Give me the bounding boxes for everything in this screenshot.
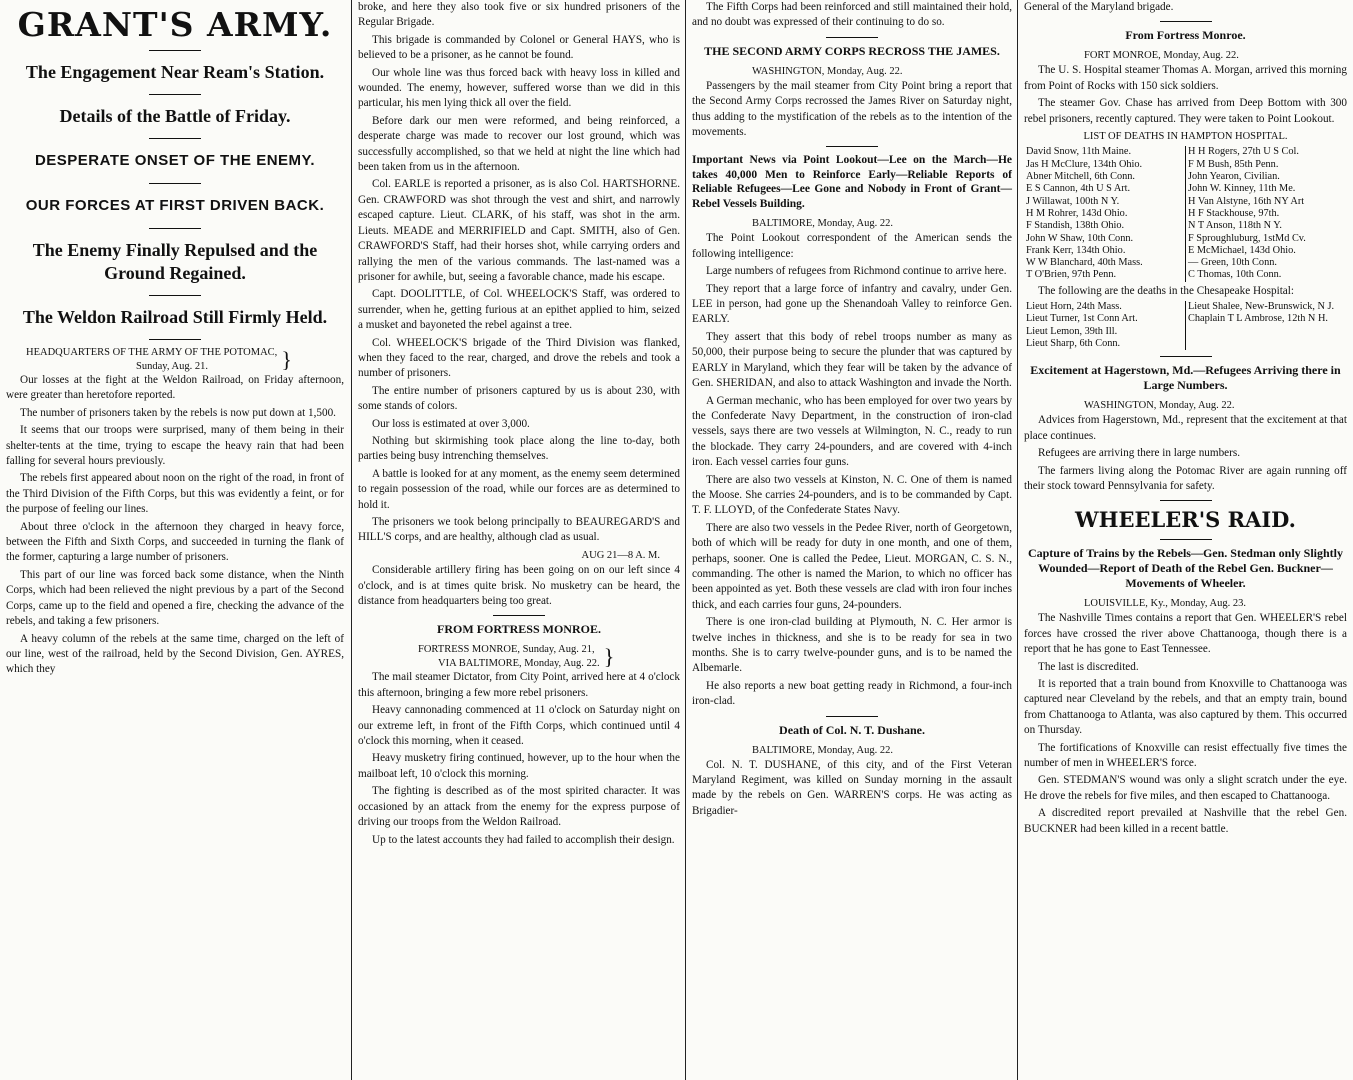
table-row (1024, 245, 1347, 257)
table-cell: John W Shaw, 10th Conn. (1024, 233, 1186, 245)
paragraph: It seems that our troops were surprised, many of them being in their shelter-tents at the time, trying to escape the heavy rain that had been falling for several hours previously. (6, 424, 344, 468)
divider (149, 50, 201, 51)
divider (826, 146, 878, 147)
divider (149, 339, 201, 340)
column-2 (352, 0, 686, 1080)
paragraph: Refugees are arriving there in large numbers. (1038, 447, 1241, 460)
dateline: WASHINGTON, Monday, Aug. 22. (752, 65, 903, 77)
paragraph: The Point Lookout correspondent of the American sends the following intelligence: (692, 232, 1012, 260)
paragraph: Capt. DOOLITTLE, of Col. WHEELOCK'S Staff, was ordered to surrender, when he, getting furious at an epithet applied to him, seized a musket and bayoneted the rebel against a tree. (358, 288, 680, 332)
table-cell: Lieut Horn, 24th Mass. (1024, 301, 1186, 313)
dateline-place: FORTRESS MONROE, Sunday, Aug. 21, (418, 644, 595, 656)
divider (826, 716, 878, 717)
paragraph: Passengers by the mail steamer from City Point bring a report that the Second Army Corps recrossed the James River on Saturday night, thus adding to the mystification of the rebels as to the intention of the movements. (692, 79, 1012, 139)
table-cell: Lieut Lemon, 39th Ill. (1024, 326, 1186, 338)
table-row (1024, 326, 1347, 338)
paragraph: The fighting is described as of the most spirited character. It was occasioned by an attack from the enemy for the express purpose of driving our troops from the Weldon Railroad. (358, 785, 680, 829)
brace-glyph: } (281, 346, 292, 372)
deaths-table (1024, 146, 1347, 281)
table-cell: H H Rogers, 27th U S Col. (1188, 146, 1299, 158)
table-row (1024, 269, 1347, 281)
table-cell: F Standish, 138th Ohio. (1024, 220, 1186, 232)
section-heading: Death of Col. N. T. Dushane. (779, 722, 925, 737)
paragraph: Our losses at the fight at the Weldon Railroad, on Friday afternoon, were greater than heretofore reported. (6, 374, 344, 402)
paragraph: This part of our line was forced back some distance, when the Ninth Corps, which had been relieved the night previous by a part of the Second Corps, came up to the field and opened a fire, checking the advance of the rebels, and taking a few prisoners. (6, 568, 344, 628)
paragraph: Heavy musketry firing continued, however, up to the hour when the mailboat left, 10 o'clock this morning. (358, 752, 680, 780)
paragraph: Col. N. T. DUSHANE, of this city, and of the First Veteran Maryland Regiment, was killed on Sunday morning in the assault made by the rebels on Gen. WARREN'S corps. He was acting as Brigadier- (692, 758, 1012, 817)
dateline: LOUISVILLE, Ky., Monday, Aug. 23. (1084, 598, 1246, 610)
section-title: WHEELER'S RAID. (1075, 507, 1296, 533)
divider (1160, 21, 1212, 22)
paragraph: Gen. STEDMAN'S wound was only a slight scratch under the eye. He drove the rebels for five miles, and then escaped to Chattanooga. (1024, 774, 1347, 802)
column-3 (686, 0, 1018, 1080)
divider (149, 228, 201, 229)
divider (1160, 539, 1212, 540)
paragraph: Col. WHEELOCK'S brigade of the Third Division was flanked, when they faced to the rear, charged, and drove the rebels and took a number of prisoners. (358, 336, 680, 380)
section-heading: THE SECOND ARMY CORPS RECROSS THE JAMES. (704, 43, 1000, 58)
column-1 (0, 0, 350, 1080)
paragraph: The fortifications of Knoxville can resist effectually five times the number of men in WHEELER'S force. (1024, 741, 1347, 769)
headline: The Engagement Near Ream's Station. (25, 62, 325, 82)
paragraph: Nothing but skirmishing took place along the line to-day, both parties being busy intrenching themselves. (358, 434, 680, 463)
table-cell: N T Anson, 118th N Y. (1188, 220, 1282, 232)
table-row (1024, 208, 1347, 220)
paragraph: The U. S. Hospital steamer Thomas A. Morgan, arrived this morning from Point of Rocks with 150 sick soldiers. (1024, 64, 1347, 92)
paragraph: Up to the latest accounts they had failed to accomplish their design. (372, 833, 675, 846)
headline: The Enemy Finally Repulsed and the Ground Regained. (32, 240, 318, 283)
headline: The Weldon Railroad Still Firmly Held. (22, 307, 328, 327)
dateline (358, 643, 680, 670)
divider (493, 615, 545, 616)
paragraph: The farmers living along the Potomac River are again running off their stock toward Pennsylvania for safety. (1024, 464, 1347, 492)
paragraph: It is reported that a train bound from Knoxville to Chattanooga was captured near Cleveland by the rebels, and that an empty train, bound from Chattanooga to Atlanta, was also captured by them. This occurred on Thursday. (1024, 677, 1347, 737)
table-row (1024, 257, 1347, 269)
paragraph: A discredited report prevailed at Nashville that the rebel Gen. BUCKNER had been killed in a recent battle. (1024, 807, 1347, 835)
dateline-date: Sunday, Aug. 21. (136, 360, 208, 372)
table-cell: H F Stackhouse, 97th. (1188, 207, 1280, 219)
table-cell: F M Bush, 85th Penn. (1188, 158, 1279, 170)
table-cell: — Green, 10th Conn. (1188, 257, 1277, 269)
table-row (1024, 146, 1347, 158)
table-row (1024, 159, 1347, 171)
paragraph: The steamer Gov. Chase has arrived from Deep Bottom with 300 rebel prisoners, recently captured. They were taken to Point Lookout. (1024, 97, 1347, 125)
list-title: LIST OF DEATHS IN HAMPTON HOSPITAL. (1083, 131, 1288, 143)
dateline-place: HEADQUARTERS OF THE ARMY OF THE POTOMAC, (26, 347, 278, 358)
table-row (1024, 183, 1347, 195)
paragraph: The rebels first appeared about noon on the right of the road, in front of the Third Division of the Fifth Corps, but this was evidently a feint, or for the purpose of feeling our lines. (6, 472, 344, 516)
paragraph: Considerable artillery firing has been going on on our left since 4 o'clock, and is at times quite brisk. No musketry can be heard, the distance from headquarters being too great. (358, 564, 680, 608)
section-heading: From Fortress Monroe. (1125, 28, 1246, 43)
dateline (6, 346, 344, 373)
paragraph: They report that a large force of infantry and cavalry, under Gen. LEE in person, had gone up the Shenandoah Valley to reinforce Gen. EARLY. (692, 282, 1012, 326)
paragraph: Heavy cannonading commenced at 11 o'clock on Saturday night on our extreme left, in front of the Fifth Corps, which continued until 4 o'clock this morning, when it ceased. (358, 704, 680, 748)
table-cell: Chaplain T L Ambrose, 12th N H. (1188, 313, 1328, 325)
table-row (1024, 171, 1347, 183)
headline: DESPERATE ONSET OF THE ENEMY. (34, 152, 316, 169)
paragraph: The Fifth Corps had been reinforced and still maintained their hold, and no doubt was expressed of their continuing to do so. (692, 1, 1012, 29)
table-row (1024, 313, 1347, 325)
table-cell: H Van Alstyne, 16th NY Art (1188, 195, 1305, 207)
paragraph: The Nashville Times contains a report that Gen. WHEELER'S rebel forces have crossed the river above Chattanooga, though there is a report that he has gone to East Tennessee. (1024, 612, 1347, 656)
timestamp: AUG 21—8 A. M. (581, 549, 660, 561)
table-cell: Abner Mitchell, 6th Conn. (1024, 171, 1186, 183)
table-cell: E S Cannon, 4th U S Art. (1024, 183, 1186, 195)
headline: Details of the Battle of Friday. (59, 106, 291, 126)
chesapeake-table (1024, 301, 1347, 350)
table-cell: Jas H McClure, 134th Ohio. (1024, 159, 1186, 171)
paragraph: A German mechanic, who has been employed for over two years by the Confederate Navy Department, in the construction of iron-clad vessels, says there are two vessels at Wilmington, N. C., ready to run the blockade. They carry 24-pounders, and are covered with 4-inch iron. Each vessel carries four guns. (692, 394, 1012, 469)
section-heading: Capture of Trains by the Rebels—Gen. Stedman only Slightly Wounded—Report of Death of the Rebel Gen. Buckner—Movements of Wheeler. (1027, 546, 1344, 591)
brace-glyph: } (603, 644, 615, 670)
paragraph: There are also two vessels in the Pedee River, north of Georgetown, both of which will be ready for duty in one month, and one of them, perhaps, sooner. One is called the Pedee, Lieut. MORGAN, C. S. N., commanding. The other is named the Marion, to which no officer has been appointed as yet. Both these vessels are clad with iron four inches thick, and each carries four guns, 24-pounders. (692, 521, 1012, 611)
divider (1160, 500, 1212, 501)
section-heading: Important News via Point Lookout—Lee on the March—He takes 40,000 Men to Reinforce Early—Reliable Reports of Reliable Refugees—Lee Gone and Nobody in Front of Grant—Rebel Vessels Building. (692, 154, 1012, 210)
paragraph: Large numbers of refugees from Richmond continue to arrive here. (706, 265, 1007, 278)
paragraph: The following are the deaths in the Chesapeake Hospital: (1038, 284, 1294, 297)
paragraph: Advices from Hagerstown, Md., represent that the excitement at that place continues. (1024, 414, 1347, 442)
headline: OUR FORCES AT FIRST DRIVEN BACK. (25, 197, 325, 214)
table-cell (1186, 338, 1348, 350)
table-cell: F Sproughluburg, 1stMd Cv. (1188, 232, 1306, 244)
paragraph: Col. EARLE is reported a prisoner, as is also Col. HARTSHORNE. Gen. CRAWFORD was shot through the vest and shirt, and narrowly escaped capture. Lieut. CLARK, of his staff, was shot in the arm. Lieuts. MEADE and MERRIFIELD and Capt. SMITH, also of Gen. CRAWFORD'S Staff, had their horses shot, while carrying orders and rallying the men of the various commands. The last-named was a prisoner for awhile, but, seeing a favorable chance, made his escape. (358, 178, 680, 283)
paragraph: There are also two vessels at Kinston, N. C. One of them is named the Moose. She carries 24-pounders, and is to be commanded by Capt. T. F. LLOYD, of the Confederate States Navy. (692, 473, 1012, 517)
table-cell: J Willawat, 100th N Y. (1024, 196, 1186, 208)
divider (149, 138, 201, 139)
paragraph: He also reports a new boat getting ready in Richmond, a four-inch iron-clad. (692, 679, 1012, 708)
paragraph: General of the Maryland brigade. (1024, 1, 1174, 13)
column-4 (1018, 0, 1353, 1080)
dateline: WASHINGTON, Monday, Aug. 22. (1084, 400, 1235, 412)
table-cell: Lieut Sharp, 6th Conn. (1024, 338, 1186, 350)
paragraph: A heavy column of the rebels at the same time, charged on the left of our line, west of the railroad, held by the Second Division, Gen. AYRES, which they (6, 632, 344, 676)
dateline-date: VIA BALTIMORE, Monday, Aug. 22. (438, 657, 600, 669)
divider (1160, 356, 1212, 357)
dateline: BALTIMORE, Monday, Aug. 22. (752, 744, 893, 756)
divider (149, 94, 201, 95)
table-cell (1186, 326, 1348, 338)
table-cell: H M Rohrer, 143d Ohio. (1024, 208, 1186, 220)
paragraph: A battle is looked for at any moment, as the enemy seem determined to regain possession of the road, while our forces are as determined to hold it. (358, 467, 680, 511)
table-cell: E McMichael, 143d Ohio. (1188, 244, 1296, 256)
section-heading: Excitement at Hagerstown, Md.—Refugees Arriving there in Large Numbers. (1030, 363, 1341, 393)
table-cell: C Thomas, 10th Conn. (1188, 269, 1282, 281)
table-row (1024, 301, 1347, 313)
table-row (1024, 233, 1347, 245)
paragraph: This brigade is commanded by Colonel or General HAYS, who is believed to be a prisoner, as he cannot be found. (358, 33, 680, 62)
table-row (1024, 220, 1347, 232)
section-heading: FROM FORTRESS MONROE. (437, 622, 601, 637)
table-row (1024, 338, 1347, 350)
masthead-title: GRANT'S ARMY. (17, 5, 333, 44)
table-cell: John W. Kinney, 11th Me. (1188, 183, 1296, 195)
table-cell: Lieut Shalee, New-Brunswick, N J. (1188, 301, 1335, 313)
table-cell: W W Blanchard, 40th Mass. (1024, 257, 1186, 269)
paragraph: Before dark our men were reformed, and being reinforced, a desperate charge was made to recover our lost ground, which was successfully accomplished, so that we held at night the line which had been taken from us in the afternoon. (358, 114, 680, 174)
dateline: BALTIMORE, Monday, Aug. 22. (752, 218, 893, 230)
paragraph: broke, and here they also took five or six hundred prisoners of the Regular Brigade. (358, 1, 680, 29)
table-cell: David Snow, 11th Maine. (1024, 146, 1186, 158)
table-cell: Frank Kerr, 134th Ohio. (1024, 245, 1186, 257)
paragraph: The number of prisoners taken by the rebels is now put down at 1,500. (20, 406, 336, 419)
table-cell: Lieut Turner, 1st Conn Art. (1024, 313, 1186, 325)
paragraph: The last is discredited. (1038, 660, 1139, 673)
table-cell: T O'Brien, 97th Penn. (1024, 269, 1186, 281)
paragraph: Our whole line was thus forced back with heavy loss in killed and wounded. The enemy, however, suffered worse than we did in this particular, his men lying thick all over the field. (358, 66, 680, 110)
paragraph: Our loss is estimated at over 3,000. (372, 417, 530, 430)
paragraph: The entire number of prisoners captured by us is about 230, with some stands of colors. (358, 384, 680, 413)
divider (149, 183, 201, 184)
paragraph: The mail steamer Dictator, from City Point, arrived here at 4 o'clock this afternoon, bringing a few more rebel prisoners. (358, 671, 680, 699)
paragraph: There is one iron-clad building at Plymouth, N. C. Her armor is twelve inches in thickness, and she is to be ready for sea in two months. She is to carry twelve-pounder guns, and is to be named the Albemarle. (692, 616, 1012, 675)
table-row (1024, 196, 1347, 208)
divider (826, 37, 878, 38)
divider (149, 295, 201, 296)
paragraph: About three o'clock in the afternoon they charged in heavy force, between the Fifth and Sixth Corps, and succeeded in turning the flank of the former, capturing a large number of prisoners. (6, 520, 344, 564)
paragraph: The prisoners we took belong principally to BEAUREGARD'S and HILL'S corps, and are healthy, although clad as usual. (358, 516, 680, 544)
dateline: FORT MONROE, Monday, Aug. 22. (1084, 50, 1239, 62)
paragraph: They assert that this body of rebel troops number as many as 50,000, their purpose being to secure the plunder that was captured by EARLY in Maryland, which they fear will be taken by the advance of Gen. SHERIDAN, and also to attack Washington and invade the North. (692, 330, 1012, 390)
table-cell: John Yearon, Civilian. (1188, 171, 1280, 183)
